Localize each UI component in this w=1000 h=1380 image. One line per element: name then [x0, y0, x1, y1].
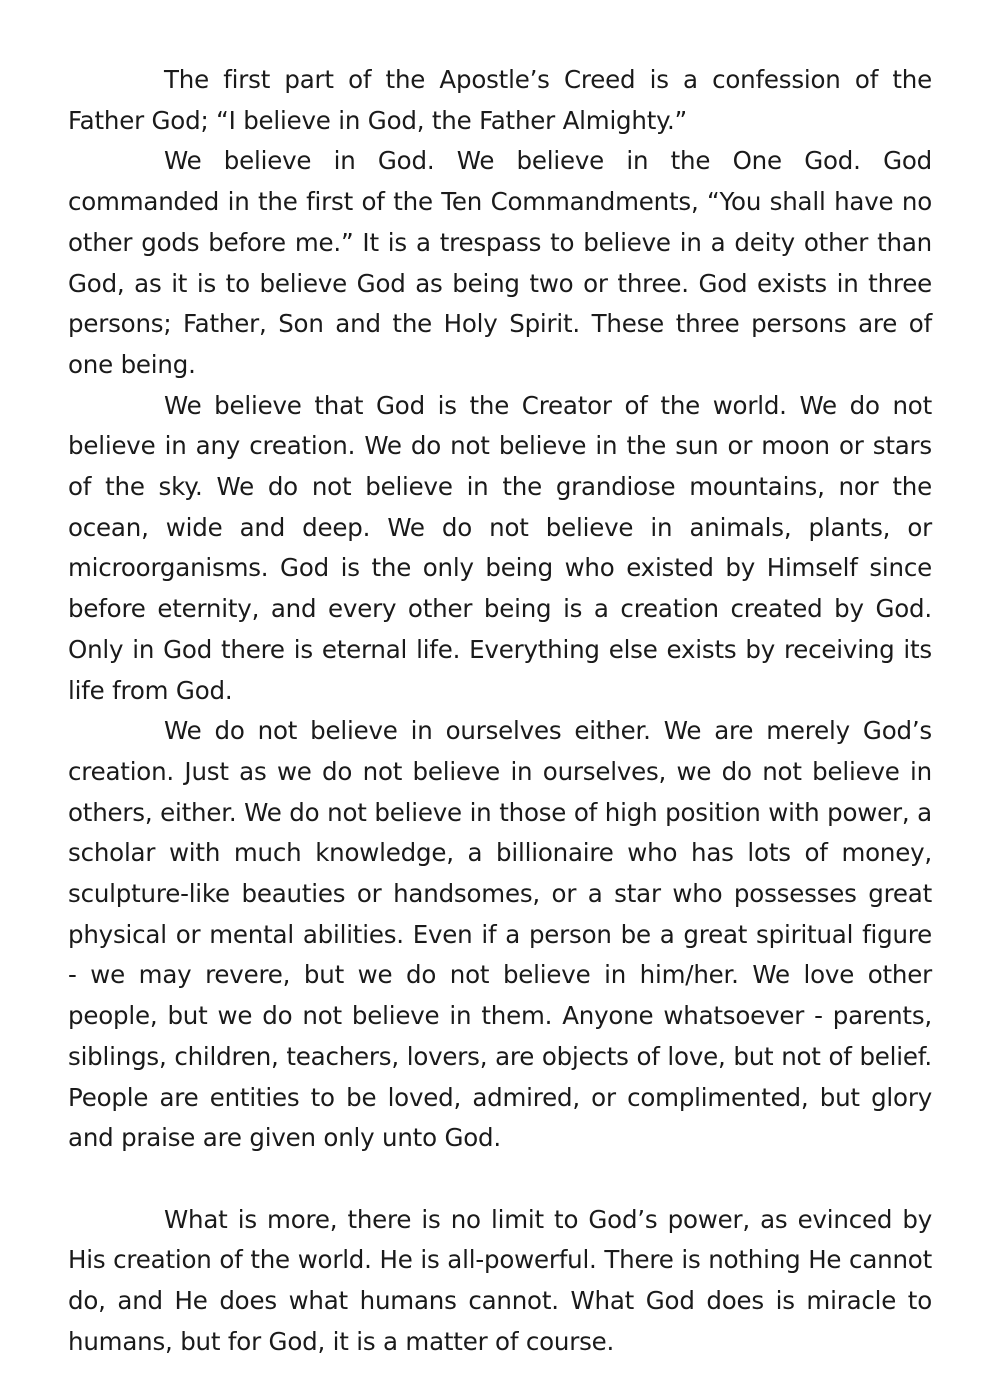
- paragraph-gods-power: What is more, there is no limit to God’s power, as evinced by His creation of the world. He is all-powerful. There is nothing He cannot do, and He does what humans cannot. What God does is miracle to humans, but for God, it is a matter of course.: [68, 1204, 932, 1356]
- paragraph-creed-intro: The first part of the Apostle’s Creed is a confession of the Father God; “I believe in God, the Father Almighty.”: [68, 65, 932, 135]
- paragraph-not-ourselves: We do not believe in ourselves either. We are merely God’s creation. Just as we do not believe in ourselves, we do not believe in others, either. We do not believe in those of high position with power, a scholar with much knowledge, a billionaire who has lots of money, sculpture-like beauties or handsomes, or a star who possesses great physical or mental abilities. Even if a person be a great spiritual figure - we may revere, but we do not believe in him/her. We love other people, but we do not believe in them. Anyone whatsoever - parents, siblings, children, teachers, lovers, are objects of love, but not of belief. People are entities to be loved, admired, or complimented, but glory and praise are given only unto God.: [68, 716, 932, 1153]
- paragraph-creator: We believe that God is the Creator of the world. We do not believe in any creation. We do not believe in the sun or moon or stars of the sky. We do not believe in the grandiose mountains, nor the ocean, wide and deep. We do not believe in animals, plants, or microorganisms. God is the only being who existed by Himself since before eternity, and every other being is a creation created by God. Only in God there is eternal life. Everything else exists by receiving its life from God.: [68, 390, 932, 705]
- document-page: [68, 60, 932, 1362]
- paragraph-spacer: [68, 1159, 932, 1200]
- paragraph-one-god: We believe in God. We believe in the One God. God commanded in the first of the Ten Commandments, “You shall have no other gods before me.” It is a trespass to believe in a deity other than God, as it is to believe God as being two or three. God exists in three persons; Father, Son and the Holy Spirit. These three persons are of one being.: [68, 146, 932, 379]
